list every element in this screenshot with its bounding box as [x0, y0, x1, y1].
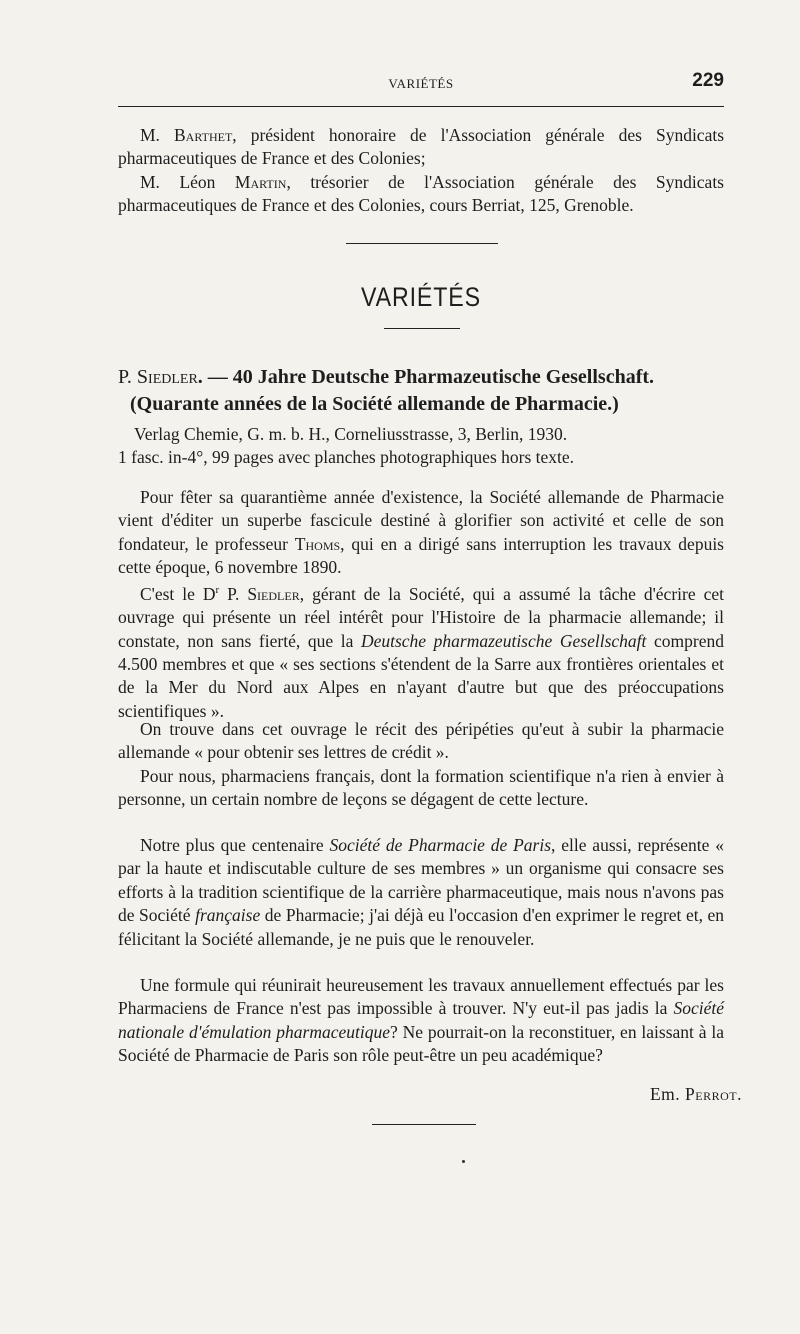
member-name: Barthet: [174, 125, 233, 145]
reference-title-fr: (Quarante années de la Société allemande de Pharmacie.): [130, 393, 619, 415]
body-paragraph-1: Pour fêter sa quarantième année d'existence, la Société allemande de Pharmacie vient d'éditer un superbe fascicule destiné à glorifier son activité et celle de son fondateur, le professeur Thoms, qui en a dirigé sans interruption les travaux depuis cette époque, 6 novembre 1890.: [118, 487, 724, 578]
body-paragraph-3: On trouve dans cet ouvrage le récit des péripéties qu'eut à subir la pharmacie allemande « pour obtenir ses lettres de crédit ».: [118, 719, 724, 763]
member-martin: M. Léon Martin, trésorier de l'Association générale des Syndicats pharmaceutiques de France et des Colonies, cours Berriat, 125, Grenoble.: [118, 172, 724, 216]
reference-publisher: Verlag Chemie, G. m. b. H., Corneliusstrasse, 3, Berlin, 1930.: [134, 424, 568, 444]
member-name: Martin: [234, 172, 287, 192]
body-paragraph-4: Pour nous, pharmaciens français, dont la formation scientifique n'a rien à envier à personne, un certain nombre de leçons se dégagent de cette lecture.: [118, 766, 724, 810]
running-header: [118, 70, 724, 98]
header-rule: [118, 106, 724, 107]
author-signature: Em. Perrot.: [649, 1084, 742, 1104]
reference-details: 1 fasc. in-4°, 99 pages avec planches photographiques hors texte.: [118, 447, 575, 467]
reference-heading: P. Siedler. — 40 Jahre Deutsche Pharmazeutische Gesellschaft. (Quarante années de la Société allemande de Pharmacie.): [118, 364, 724, 418]
reference-author: Siedler: [136, 366, 198, 388]
reference-publication: [118, 423, 724, 469]
running-title: VARIÉTÉS: [388, 76, 454, 91]
section-title-rule: [384, 328, 460, 329]
reference-title-de: . — 40 Jahre Deutsche Pharmazeutische Gesellschaft.: [197, 366, 655, 388]
body-paragraph-2: C'est le $D^r$ P. Siedler, gérant de la Société, qui a assumé la tâche d'écrire cet ouvrage qui présente un réel intérêt pour l'Histoire de la pharmacie allemande; il constate, non sans fierté, que la Deutsche pharmazeutische Gesellschaft comprend 4.500 membres et que « ses sections s'étendent de la Sarre aux frontières orientales et de la Mer du Nord aux Alpes en n'ayant d'autre but que des préoccupations scientifiques ».: [118, 583, 724, 721]
page-number: 229: [692, 70, 724, 91]
closing-rule: [372, 1124, 476, 1125]
body-paragraph-5: Notre plus que centenaire Société de Pharmacie de Paris, elle aussi, représente « par la haute et indiscutable culture de ses membres » un organisme qui consacre ses efforts à la tradition scientifique de la carrière pharmaceutique, mais nous n'avons pas de Société française de Pharmacie; j'ai déjà eu l'occasion d'en exprimer le regret et, en félicitant la Société allemande, je ne puis que le renouveler.: [118, 835, 724, 949]
separator-rule: [346, 243, 498, 244]
ink-speck: [462, 1160, 465, 1163]
member-barthet: M. Barthet, président honoraire de l'Association générale des Syndicats pharmaceutiques de France et des Colonies;: [118, 125, 725, 169]
body-paragraph-6: Une formule qui réunirait heureusement les travaux annuellement effectués par les Pharmaciens de France n'est pas impossible à trouver. N'y eut-il pas jadis la Société nationale d'émulation pharmaceutique? Ne pourrait-on la reconstituer, en laissant à la Société de Pharmacie de Paris son rôle peut-être un peu académique?: [118, 975, 725, 1066]
section-title: VARIÉTÉS: [360, 282, 481, 312]
